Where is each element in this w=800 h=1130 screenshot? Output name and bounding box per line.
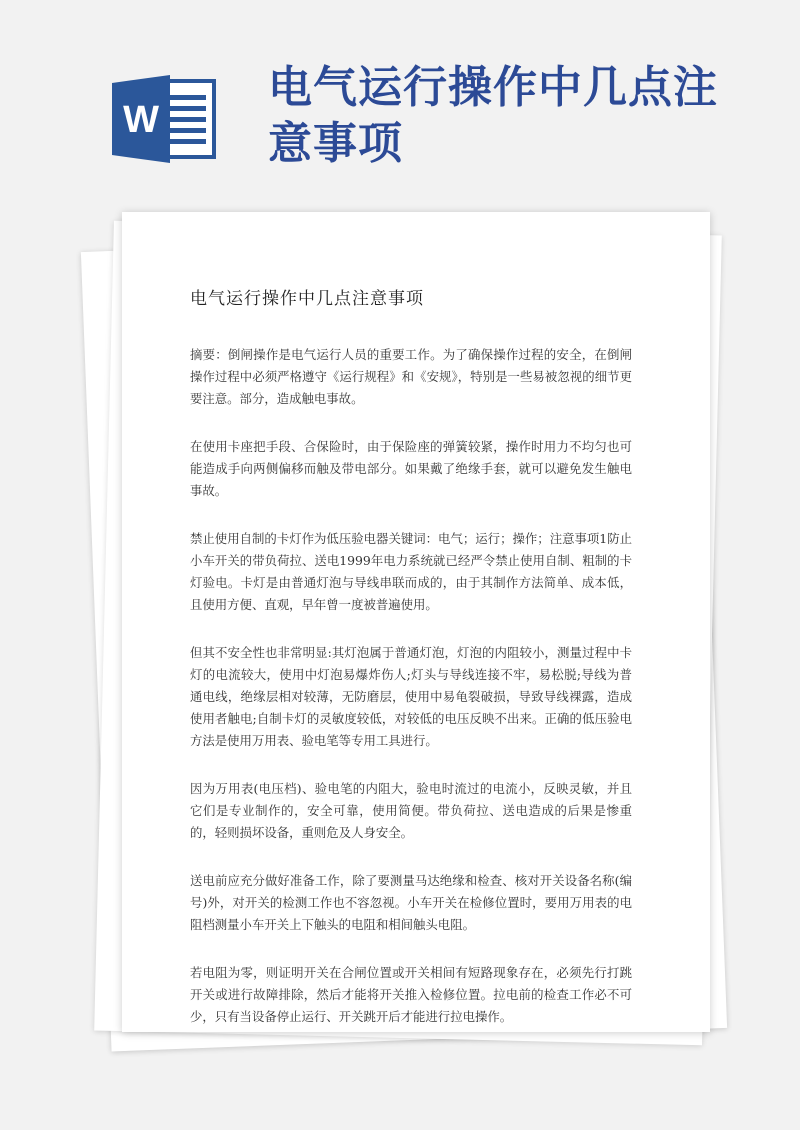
paragraph-abstract: 摘要：倒闸操作是电气运行人员的重要工作。为了确保操作过程的安全，在倒闸操作过程中必须严格遵守《运行规程》和《安规》，特别是一些易被忽视的细节更要注意。部分，造成触电事故。 <box>190 347 632 406</box>
paragraph: 送电前应充分做好准备工作，除了要测量马达绝缘和检查、核对开关设备名称(编号)外，对开关的检测工作也不容忽视。小车开关在检修位置时，要用万用表的电阻档测量小车开关上下触头的电阻和相间触头电阻。 <box>190 873 632 932</box>
paragraph: 因为万用表(电压档)、验电笔的内阻大，验电时流过的电流小，反映灵敏，并且它们是专业制作的，安全可靠，使用简便。带负荷拉、送电造成的后果是惨重的，轻则损坏设备，重则危及人身安全。 <box>190 781 632 840</box>
paragraph: 但其不安全性也非常明显:其灯泡属于普通灯泡，灯泡的内阻较小，测量过程中卡灯的电流较大，使用中灯泡易爆炸伤人;灯头与导线连接不牢，易松脱;导线为普通电线，绝缘层相对较薄，无防磨层，使用中易龟裂破损，导致导线裸露，造成使用者触电;自制卡灯的灵敏度较低，对较低的电压反映不出来。正确的低压验电方法是使用万用表、验电笔等专用工具进行。 <box>190 645 632 748</box>
paragraph: 禁止使用自制的卡灯作为低压验电器关键词：电气；运行；操作；注意事项1防止小车开关的带负荷拉、送电1999年电力系统就已经严令禁止使用自制、粗制的卡灯验电。卡灯是由普通灯泡与导线串联而成的，由于其制作方法简单、成本低，且使用方便、直观，早年曾一度被普遍使用。 <box>190 531 632 612</box>
paragraph: 若电阻为零，则证明开关在合闸位置或开关相间有短路现象存在，必须先行打跳开关或进行故障排除，然后才能将开关推入检修位置。拉电前的检查工作必不可少，只有当设备停止运行、开关跳开后才能进行拉电操作。 <box>190 965 632 1024</box>
header-title: 电气运行操作中几点注意事项 <box>268 62 718 169</box>
word-document-icon <box>112 75 218 163</box>
document-title: 电气运行操作中几点注意事项 <box>190 289 424 309</box>
document-body <box>190 344 632 1054</box>
svg-text:W: W <box>123 99 159 141</box>
paragraph: 在使用卡座把手段、合保险时，由于保险座的弹簧较紧，操作时用力不均匀也可能造成手向两侧偏移而触及带电部分。如果戴了绝缘手套，就可以避免发生触电事故。 <box>190 439 632 498</box>
